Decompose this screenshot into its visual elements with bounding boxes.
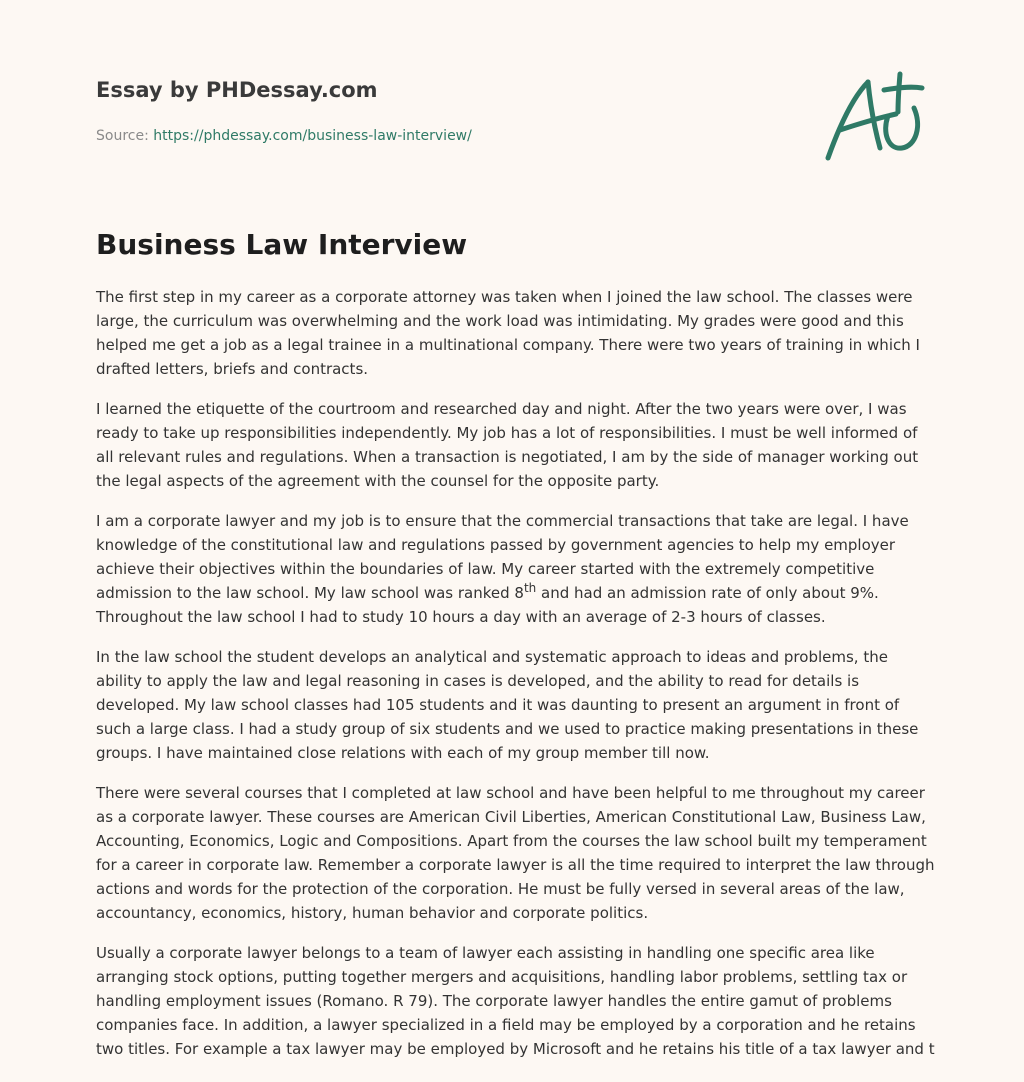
article-body [96, 285, 936, 1077]
source-line [96, 126, 696, 146]
a-plus-logo-icon [822, 68, 928, 166]
paragraph: I learned the etiquette of the courtroom and researched day and night. After the two years were over, I was ready to take up responsibilities independently. My job has a lot of responsibilities. I must be well informed of all relevant rules and regulations. When a transaction is negotiated, I am by the side of manager working out the legal aspects of the agreement with the counsel for the opposite party. [96, 400, 919, 490]
site-brand: Essay by PHDessay.com [96, 78, 378, 102]
paragraph [96, 509, 936, 629]
ordinal-suffix: th [523, 581, 537, 595]
paragraph-text: I am a corporate lawyer and my job is to ensure that the commercial transactions that take are legal. I have knowledge of the constitutional law and regulations passed by government agencies to help my employer achieve their objectives within the boundaries of law. My career started with the extremely competitive admission to the law school. My law school was ranked 8 [96, 512, 909, 602]
paragraph: In the law school the student develops an analytical and systematic approach to ideas and problems, the ability to apply the law and legal reasoning in cases is developed, and the ability to read for details is developed. My law school classes had 105 students and it was daunting to present an argument in front of such a large class. I had a study group of six students and we used to practice making presentations in these groups. I have maintained close relations with each of my group member till now. [96, 648, 919, 762]
paragraph: Usually a corporate lawyer belongs to a team of lawyer each assisting in handling one specific area like arranging stock options, putting together mergers and acquisitions, handling labor problems, settling tax or handling employment issues (Romano. R 79). The corporate lawyer handles the entire gamut of problems companies face. In addition, a lawyer specialized in a field may be employed by a corporation and he retains two titles. For example a tax lawyer may be employed by Microsoft and he retains his title of a tax lawyer and t [96, 944, 935, 1058]
source-label: Source: [96, 128, 149, 144]
paragraph: There were several courses that I completed at law school and have been helpful to me throughout my career as a corporate lawyer. These courses are American Civil Liberties, American Constitutional Law, Business Law, Accounting, Economics, Logic and Compositions. Apart from the courses the law school built my temperament for a career in corporate law. Remember a corporate lawyer is all the time required to interpret the law through actions and words for the protection of the corporation. He must be fully versed in several areas of the law, accountancy, economics, history, human behavior and corporate politics. [96, 784, 935, 922]
article-title: Business Law Interview [96, 228, 468, 261]
paragraph-text: and had an admission rate of only about 9%. Throughout the law school I had to study 10 hours a day with an average of 2-3 hours of classes. [96, 584, 879, 626]
source-link[interactable]: https://phdessay.com/business-law-interview/ [153, 128, 472, 144]
essay-header [96, 76, 696, 146]
paragraph: The first step in my career as a corporate attorney was taken when I joined the law school. The classes were large, the curriculum was overwhelming and the work load was intimidating. My grades were good and this helped me get a job as a legal trainee in a multinational company. There were two years of training in which I drafted letters, briefs and contracts. [96, 288, 920, 378]
